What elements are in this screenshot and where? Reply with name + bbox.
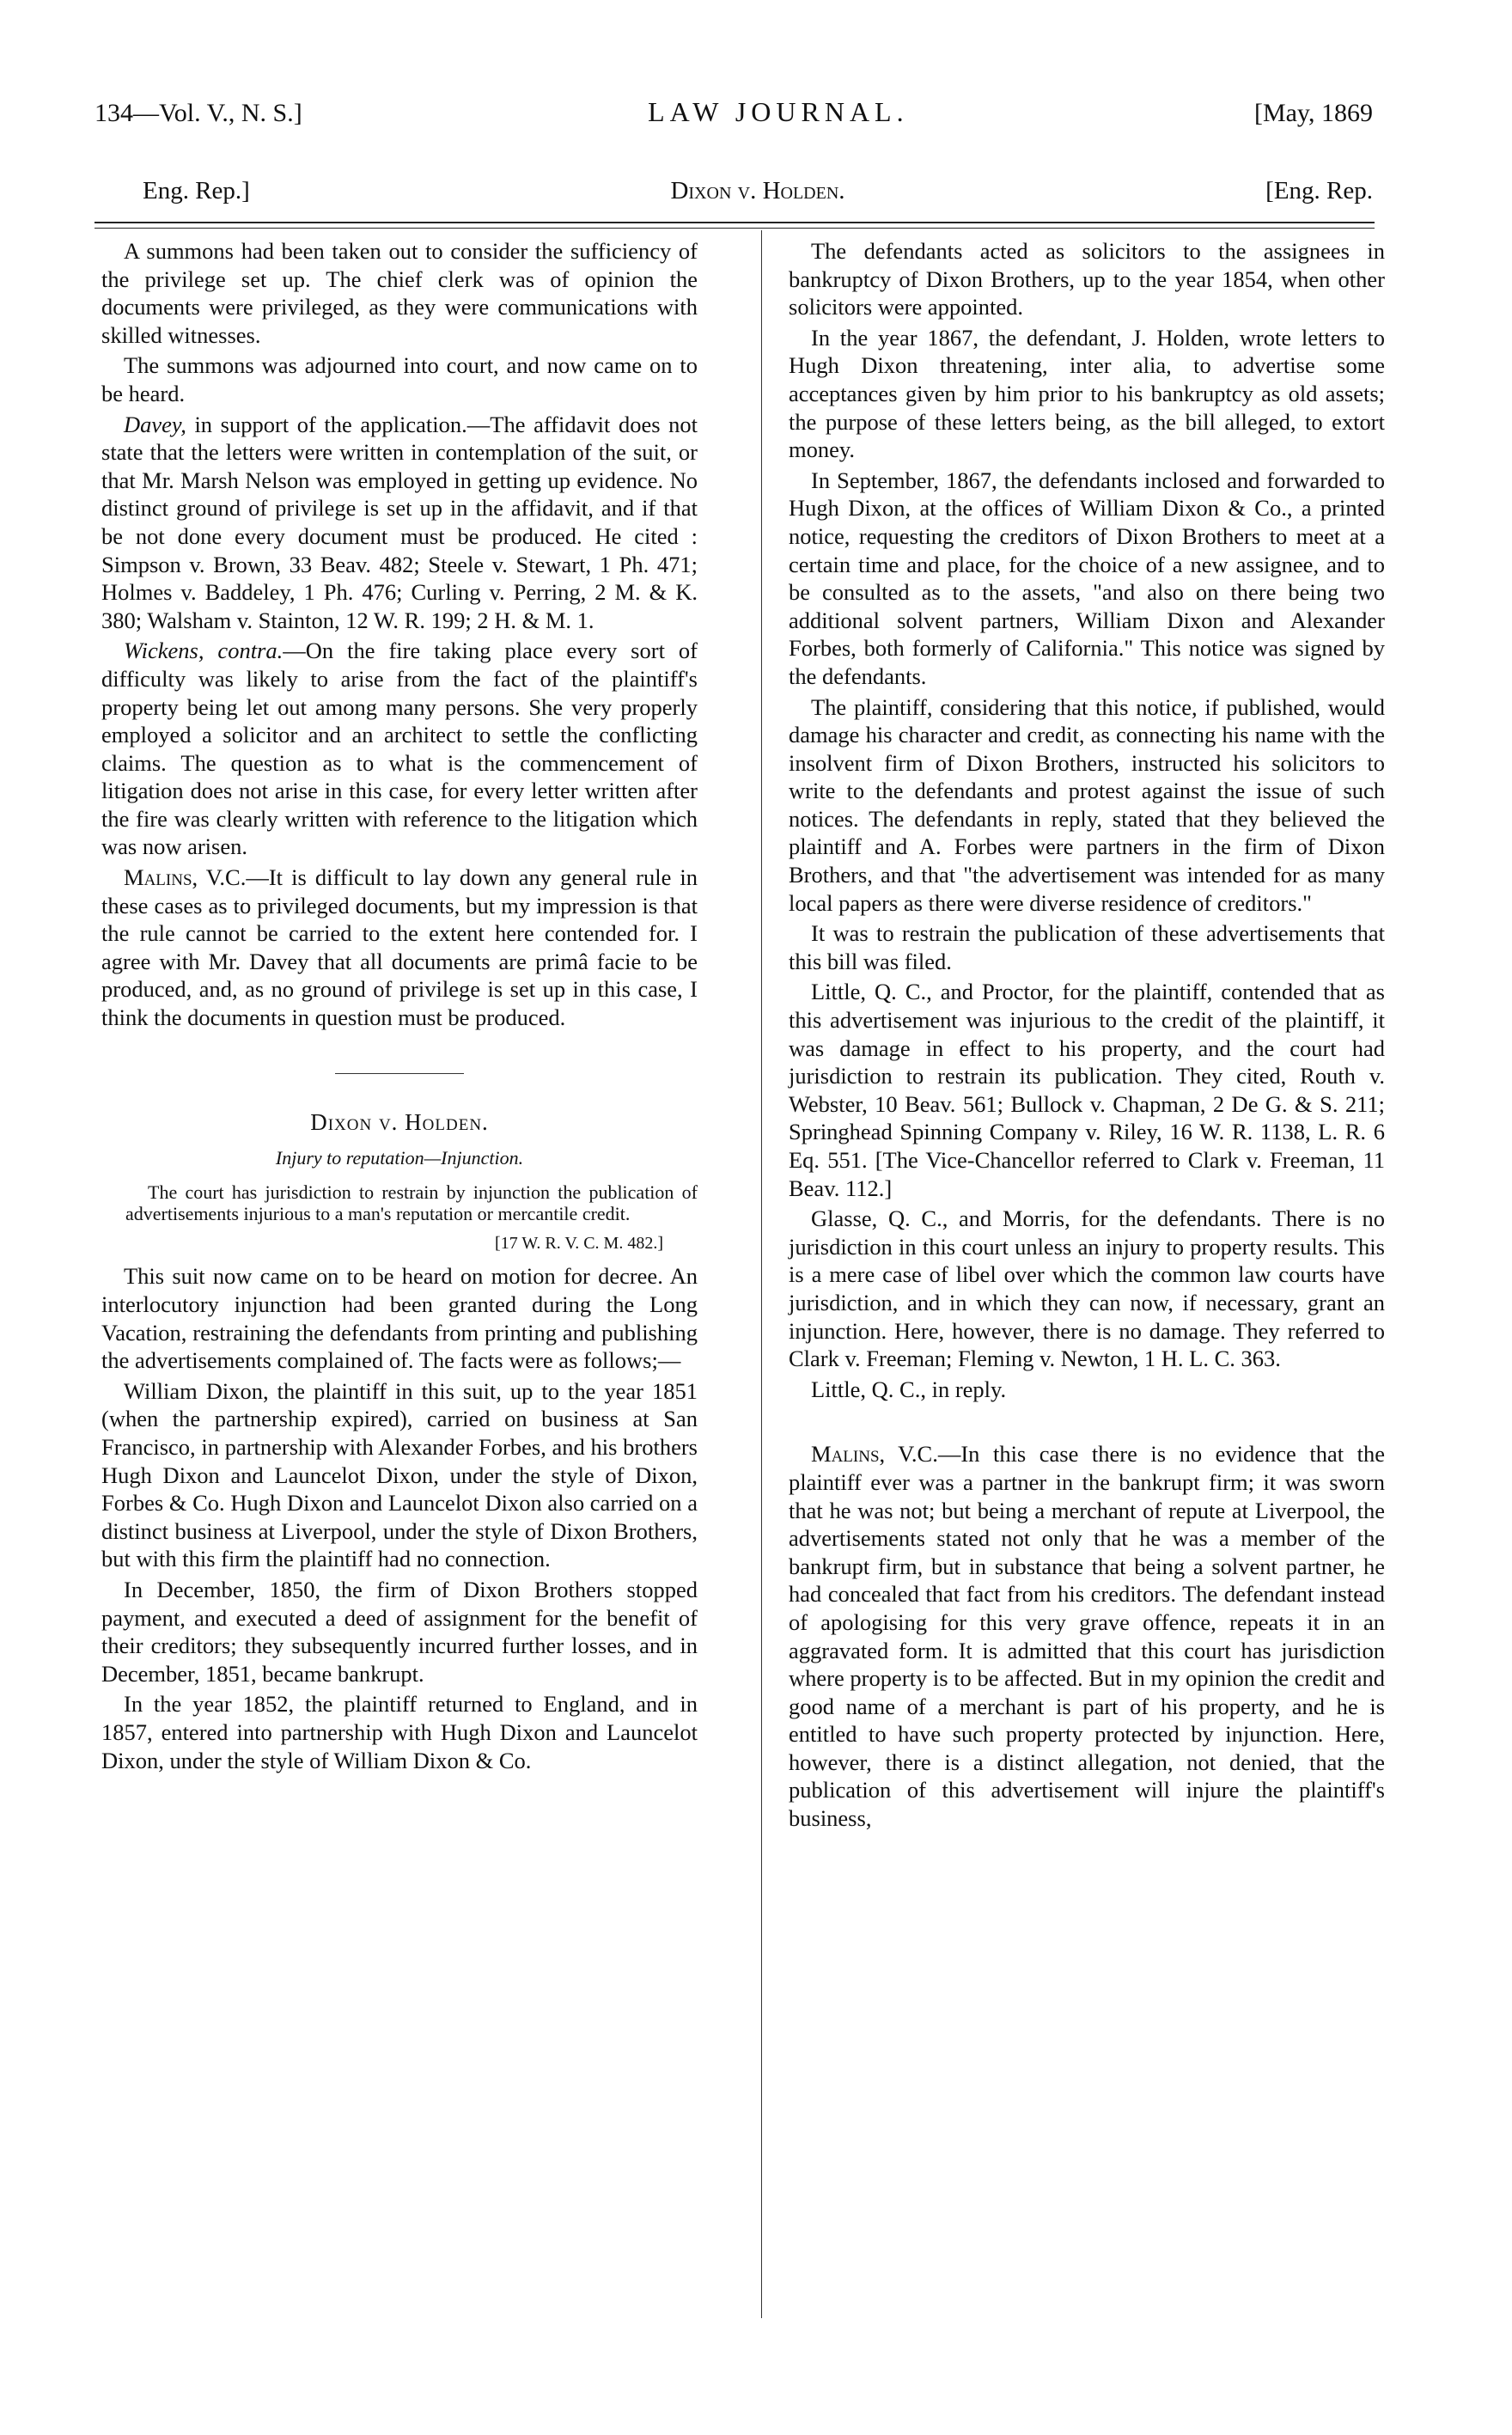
paragraph: In December, 1850, the firm of Dixon Brothers stopped payment, and executed a deed of assignment for the benefit of their creditors; they subsequently incurred further losses, and in December, 1851, became bankrupt.: [101, 1576, 698, 1687]
judge-name: Malins, V.C.: [124, 864, 247, 891]
journal-title: LAW JOURNAL.: [648, 96, 909, 127]
case-citation: [17 W. R. V. C. M. 482.]: [495, 1233, 663, 1253]
running-head: [94, 96, 1373, 128]
case-title: Dixon v. Holden.: [310, 1108, 489, 1135]
paragraph: Little, Q. C., in reply.: [811, 1376, 1007, 1402]
report-series-left: Eng. Rep.]: [143, 177, 250, 204]
headnote: The court has jurisdiction to restrain by injunction the publication of advertisements injurious to a man's reputation or mercantile credit.: [125, 1181, 698, 1224]
paragraph: Davey, in support of the application.—The affidavit does not state that the letters were written in contemplation of the suit, or that Mr. Marsh Nelson was employed in getting up evidence. No distinct ground of privilege is set up in the affidavit, and if that be not done every document must be produced. He cited : Simpson v. Brown, 33 Beav. 482; Steele v. Stewart, 1 Ph. 471; Holmes v. Baddeley, 1 Ph. 476; Curling v. Perring, 2 M. & K. 380; Walsham v. Stainton, 12 W. R. 199; 2 H. & M. 1.: [101, 411, 698, 633]
paragraph: This suit now came on to be heard on motion for decree. An interlocutory injunction had been granted during the Long Vacation, restraining the defendants from printing and publishing the advertisements complained of. The facts were as follows;—: [101, 1263, 698, 1374]
paragraph: Wickens, contra.—On the fire taking place every sort of difficulty was likely to arise from the fact of the plaintiff's property being let out among many persons. She very properly employed a solicitor and an architect to settle the conflicting claims. The question as to what is the commencement of litigation does not arise in this case, for every letter written after the fire was clearly written with reference to the litigation which was now arisen.: [101, 638, 698, 860]
paragraph: In September, 1867, the defendants inclosed and forwarded to Hugh Dixon, at the offices of William Dixon & Co., a printed notice, requesting the creditors of Dixon Brothers to meet at a certain time and place, for the choice of a new assignee, and to be consulted as to the assets, "and also on there being two additional solvent partners, William Dixon and Alexander Forbes, both formerly of California." This notice was signed by the defendants.: [789, 467, 1385, 689]
counsel-name: Davey,: [124, 411, 186, 437]
paragraph: William Dixon, the plaintiff in this suit, up to the year 1851 (when the partnership expired), carried on business at San Francisco, in partnership with Alexander Forbes, and his brothers Hugh Dixon and Launcelot Dixon, under the style of Dixon, Forbes & Co. Hugh Dixon and Launcelot Dixon also carried on a distinct business at Liverpool, under the style of Dixon Brothers, but with this firm the plaintiff had no connection.: [101, 1377, 698, 1572]
column-divider: [761, 230, 762, 2318]
report-series-right: [Eng. Rep.: [1265, 177, 1373, 204]
paragraph: A summons had been taken out to consider the sufficiency of the privilege set up. The chief clerk was of opinion the documents were privileged, as they were communications with skilled witnesses.: [101, 238, 698, 348]
left-column: [101, 237, 698, 1777]
paragraph: In the year 1867, the defendant, J. Holden, wrote letters to Hugh Dixon threatening, inter alia, to advertise some acceptances given by him prior to his bankruptcy as old assets; the purpose of these letters being, as the bill alleged, to extort money.: [789, 324, 1385, 463]
judgment-paragraph: Malins, V.C.—It is difficult to lay down any general rule in these cases as to privileged documents, but my impression is that the rule cannot be carried to the extent here contended for. I agree with Mr. Davey that all documents are primâ facie to be produced, and, as no ground of privilege is set up in this case, I think the documents in question must be produced.: [101, 864, 698, 1031]
sub-head: [143, 177, 1373, 205]
case-separator-rule: [335, 1073, 464, 1074]
case-subtitle: Injury to reputation—Injunction.: [275, 1147, 524, 1169]
paragraph: It was to restrain the publication of these advertisements that this bill was filed.: [789, 920, 1385, 974]
header-rule: [94, 222, 1375, 229]
judgment-paragraph: Malins, V.C.—In this case there is no evidence that the plaintiff ever was a partner in the bankrupt firm; it was sworn that he was not; but being a merchant of repute at Liverpool, the advertisements stated not only that he was a member of the bankrupt firm, but in substance that being a solvent partner, he had concealed that fact from his creditors. The defendant instead of apologising for this very grave offence, repeats it in an aggravated form. It is admitted that this court has jurisdiction where property is to be affected. But in my opinion the credit and good name of a merchant is part of his property, and he is entitled to have such property protected by injunction. Here, however, there is a distinct allegation, not denied, that the publication of this advertisement will injure the plaintiff's business,: [789, 1441, 1385, 1832]
paragraph: Glasse, Q. C., and Morris, for the defendants. There is no jurisdiction in this court unless an injury to property results. This is a mere case of libel over which the common law courts have jurisdiction, and in which they can now, if necessary, grant an injunction. Here, however, there is no damage. They referred to Clark v. Freeman; Fleming v. Newton, 1 H. L. C. 363.: [789, 1205, 1385, 1372]
case-running-title: Dixon v. Holden.: [670, 177, 845, 204]
paragraph: In the year 1852, the plaintiff returned to England, and in 1857, entered into partnership with Hugh Dixon and Launcelot Dixon, under the style of William Dixon & Co.: [101, 1691, 698, 1773]
issue-date: [May, 1869: [1253, 99, 1373, 127]
paragraph: The plaintiff, considering that this notice, if published, would damage his character and credit, as connecting his name with the insolvent firm of Dixon Brothers, instructed his solicitors to write to the defendants and protest against the issue of such notices. The defendants in reply, stated that they believed the plaintiff and A. Forbes were partners in the firm of Dixon Brothers, and that "the advertisement was intended for as many local papers as there were diverse residence of creditors.": [789, 693, 1385, 916]
paragraph: The summons was adjourned into court, and now came on to be heard.: [101, 352, 698, 406]
page-reference: 134—Vol. V., N. S.]: [94, 99, 302, 127]
paragraph: Little, Q. C., and Proctor, for the plaintiff, contended that as this advertisement was injurious to the credit of the plaintiff, it was damage in effect to his property, and the court had jurisdiction to restrain its publication. They cited, Routh v. Webster, 10 Beav. 561; Bullock v. Chapman, 2 De G. & S. 211; Springhead Spinning Company v. Riley, 16 W. R. 1138, L. R. 6 Eq. 551. [The Vice-Chancellor referred to Clark v. Freeman, 11 Beav. 112.]: [789, 979, 1385, 1201]
right-column: [789, 237, 1385, 1835]
counsel-name: Wickens, contra.: [124, 638, 284, 664]
paragraph: The defendants acted as solicitors to the assignees in bankruptcy of Dixon Brothers, up to the year 1854, when other solicitors were appointed.: [789, 238, 1385, 320]
paragraph-gap: [789, 1406, 1385, 1440]
judge-name: Malins, V.C.: [811, 1441, 938, 1468]
